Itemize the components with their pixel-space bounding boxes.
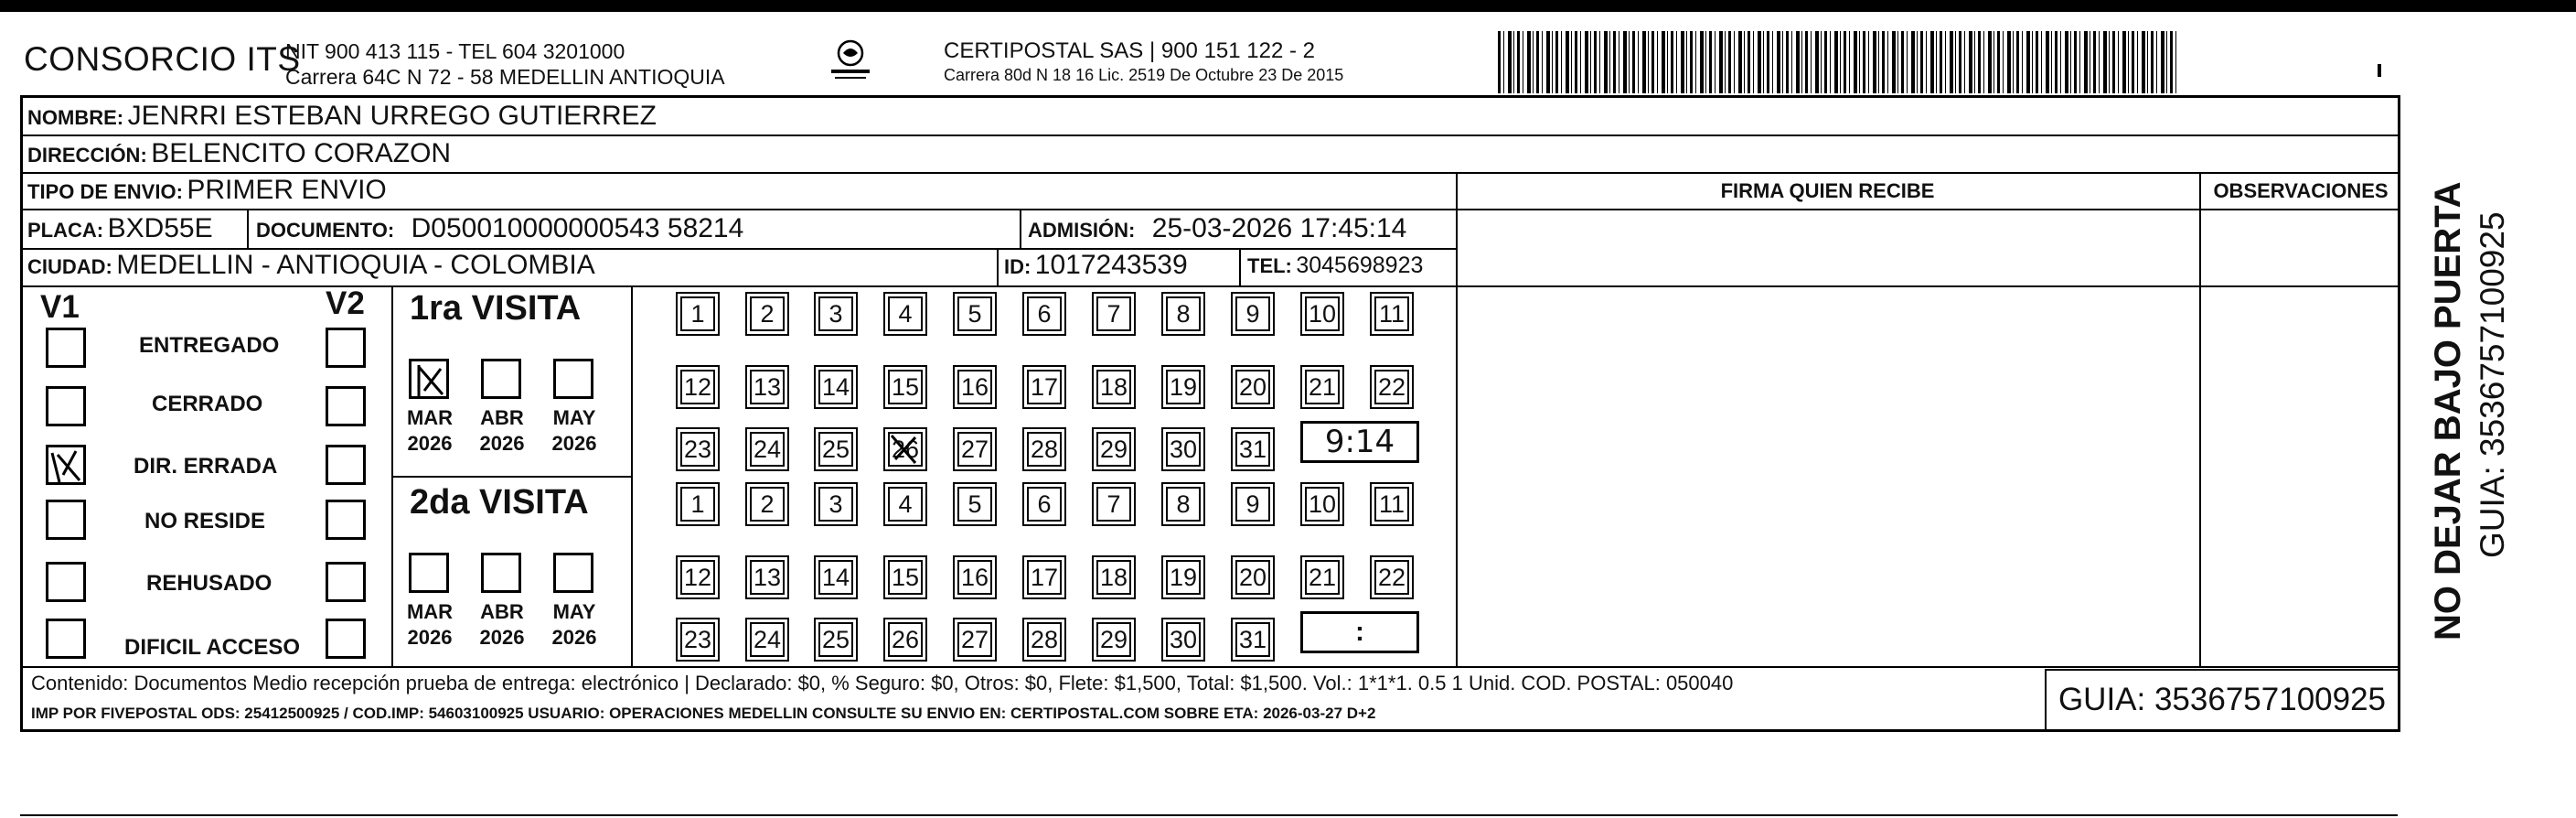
plate-row: PLACA: BXD55E <box>27 213 213 243</box>
visit2-day-9[interactable]: 9 <box>1235 487 1270 522</box>
visit2-month-label: ABR <box>480 600 524 623</box>
visit2-day-3[interactable]: 3 <box>818 487 853 522</box>
v2-checkbox-rehusado[interactable] <box>326 562 366 602</box>
visit2-day-16[interactable]: 16 <box>957 560 992 595</box>
status-label-dir-errada: DIR. ERRADA <box>134 454 278 479</box>
divider <box>1456 209 2400 210</box>
divider <box>997 248 999 285</box>
visit1-day-24[interactable]: 24 <box>750 432 785 467</box>
divider <box>20 666 2400 668</box>
visit2-month-abr[interactable] <box>481 553 521 593</box>
visit2-day-31[interactable]: 31 <box>1235 622 1270 657</box>
admission-row: ADMISIÓN: 25-03-2026 17:45:14 <box>1028 213 1407 243</box>
visit1-day-11[interactable]: 11 <box>1374 296 1409 331</box>
visit2-day-4[interactable]: 4 <box>888 487 923 522</box>
visit2-month-mar[interactable] <box>409 553 449 593</box>
visit1-month-may[interactable] <box>553 359 593 399</box>
visit1-day-15[interactable]: 15 <box>888 370 923 404</box>
divider <box>1239 248 1241 285</box>
status-label-entregado: ENTREGADO <box>139 333 280 358</box>
observations-column-header: OBSERVACIONES <box>2213 179 2389 202</box>
side-guia-number: GUIA: 3536757100925 <box>2474 211 2511 558</box>
v1-header: V1 <box>40 289 80 325</box>
v2-header: V2 <box>326 285 365 321</box>
mark <box>2378 64 2381 77</box>
visit1-year-label: 2026 <box>479 432 525 455</box>
visit2-day-10[interactable]: 10 <box>1305 487 1340 522</box>
visit2-day-22[interactable]: 22 <box>1374 560 1409 595</box>
visit1-day-19[interactable]: 19 <box>1166 370 1201 404</box>
divider <box>1456 172 1458 666</box>
visit1-day-7[interactable]: 7 <box>1096 296 1131 331</box>
visit1-time: 9:14 <box>1324 424 1395 460</box>
visit2-day-27[interactable]: 27 <box>957 622 992 657</box>
divider <box>391 476 631 478</box>
visit1-day-10[interactable]: 10 <box>1305 296 1340 331</box>
v1-checkbox-cerrado[interactable] <box>46 386 86 426</box>
carrier-info <box>944 38 1343 86</box>
visit2-day-12[interactable]: 12 <box>680 560 715 595</box>
recipient-tel: 3045698923 <box>1296 253 1424 278</box>
visit2-day-14[interactable]: 14 <box>818 560 853 595</box>
visit2-day-18[interactable]: 18 <box>1096 560 1131 595</box>
document-row: DOCUMENTO: D050010000000543 58214 <box>256 213 744 243</box>
no-dejar-notice: NO DEJAR BAJO PUERTA <box>2428 181 2468 640</box>
divider <box>20 172 2400 174</box>
visit2-day-20[interactable]: 20 <box>1235 560 1270 595</box>
v2-checkbox-dificil-acceso[interactable] <box>326 619 366 659</box>
visit1-day-18[interactable]: 18 <box>1096 370 1131 404</box>
visit2-day-24[interactable]: 24 <box>750 622 785 657</box>
visit1-title: 1ra VISITA <box>410 289 582 328</box>
visit1-day-31[interactable]: 31 <box>1235 432 1270 467</box>
company-info <box>285 38 725 90</box>
visit1-year-label: 2026 <box>551 432 597 455</box>
visit2-day-15[interactable]: 15 <box>888 560 923 595</box>
visit2-day-13[interactable]: 13 <box>750 560 785 595</box>
visit1-day-14[interactable]: 14 <box>818 370 853 404</box>
shipment-type: PRIMER ENVIO <box>187 175 387 205</box>
visit1-day-8[interactable]: 8 <box>1166 296 1201 331</box>
visit2-year-label: 2026 <box>479 626 525 649</box>
visit1-day-20[interactable]: 20 <box>1235 370 1270 404</box>
visit1-day-21[interactable]: 21 <box>1305 370 1340 404</box>
visit2-day-19[interactable]: 19 <box>1166 560 1201 595</box>
recipient-name: JENRRI ESTEBAN URREGO GUTIERREZ <box>127 101 657 131</box>
visit2-month-may[interactable] <box>553 553 593 593</box>
v2-checkbox-dir-errada[interactable] <box>326 445 366 485</box>
visit1-day-16[interactable]: 16 <box>957 370 992 404</box>
divider <box>2199 172 2201 666</box>
status-label-cerrado: CERRADO <box>152 392 263 416</box>
visit2-day-23[interactable]: 23 <box>680 622 715 657</box>
plate: BXD55E <box>107 213 213 243</box>
visit1-day-23[interactable]: 23 <box>680 432 715 467</box>
visit1-month-mar[interactable] <box>409 359 449 399</box>
visit1-day-17[interactable]: 17 <box>1027 370 1062 404</box>
guia-number: GUIA: 3536757100925 <box>2045 669 2400 732</box>
visit2-day-1[interactable]: 1 <box>680 487 715 522</box>
visit2-day-17[interactable]: 17 <box>1027 560 1062 595</box>
id-row: ID: 1017243539 <box>1004 250 1188 280</box>
company-name: CONSORCIO ITS <box>24 40 301 78</box>
visit2-day-28[interactable]: 28 <box>1027 622 1062 657</box>
divider <box>20 135 2400 136</box>
visit2-month-label: MAR <box>406 600 454 623</box>
visit2-time: : <box>1355 617 1364 647</box>
cut-line <box>20 814 2398 816</box>
v1-checkbox-no-reside[interactable] <box>46 500 86 540</box>
print-details: IMP POR FIVEPOSTAL ODS: 25412500925 / COD.IMP: 54603100925 USUARIO: OPERACIONES MEDELLIN CONSULTE SU ENVIO EN: CERTIPOSTAL.COM SOBRE ETA: 2026-03-27 D+2 <box>31 705 1376 722</box>
recipient-name-row: NOMBRE: JENRRI ESTEBAN URREGO GUTIERREZ <box>27 101 657 131</box>
visit1-day-28[interactable]: 28 <box>1027 432 1062 467</box>
divider <box>631 285 633 666</box>
visit1-month-label: ABR <box>480 406 524 429</box>
barcode <box>1498 31 2178 93</box>
visit2-day-21[interactable]: 21 <box>1305 560 1340 595</box>
visit2-day-25[interactable]: 25 <box>818 622 853 657</box>
visit1-day-13[interactable]: 13 <box>750 370 785 404</box>
recipient-address-row: DIRECCIÓN: BELENCITO CORAZON <box>27 138 452 168</box>
tel-row: TEL: 3045698923 <box>1247 253 1424 278</box>
signature-column-header: FIRMA QUIEN RECIBE <box>1720 179 1935 202</box>
visit1-month-label: MAY <box>552 406 596 429</box>
divider <box>247 209 249 248</box>
status-label-dificil-acceso: DIFICIL ACCESO <box>124 635 301 660</box>
document-number: D050010000000543 58214 <box>411 213 744 243</box>
top-border <box>0 0 2576 12</box>
carrier-line: CERTIPOSTAL SAS | 900 151 122 - 2 <box>944 38 1315 63</box>
visit2-year-label: 2026 <box>551 626 597 649</box>
visit1-day-30[interactable]: 30 <box>1166 432 1201 467</box>
visit2-year-label: 2026 <box>407 626 453 649</box>
handwritten-cross-icon <box>888 432 923 467</box>
v2-checkbox-no-reside[interactable] <box>326 500 366 540</box>
handwritten-check-icon <box>412 361 448 398</box>
visit1-month-abr[interactable] <box>481 359 521 399</box>
visit1-day-2[interactable]: 2 <box>750 296 785 331</box>
carrier-address: Carrera 80d N 18 16 Lic. 2519 De Octubre 23 De 2015 <box>944 66 1344 84</box>
shipment-details: Contenido: Documentos Medio recepción prueba de entrega: electrónico | Declarado: $0, % Seguro: $0, Otros: $0, Flete: $1,500, Total: $1,500. Vol.: 1*1*1. 0.5 1 Unid. COD. POSTAL: 050040 <box>31 672 1734 694</box>
visit1-day-22[interactable]: 22 <box>1374 370 1409 404</box>
visit2-day-6[interactable]: 6 <box>1027 487 1062 522</box>
v2-checkbox-entregado[interactable] <box>326 328 366 368</box>
visit1-day-1[interactable]: 1 <box>680 296 715 331</box>
visit1-month-label: MAR <box>406 406 454 429</box>
v1-checkbox-rehusado[interactable] <box>46 562 86 602</box>
divider <box>20 285 2400 287</box>
handwritten-check-icon <box>48 447 85 484</box>
visit1-day-4[interactable]: 4 <box>888 296 923 331</box>
visit2-day-29[interactable]: 29 <box>1096 622 1131 657</box>
visit2-time-field[interactable] <box>1300 611 1419 653</box>
recipient-id: 1017243539 <box>1034 250 1188 280</box>
visit2-day-7[interactable]: 7 <box>1096 487 1131 522</box>
recipient-address: BELENCITO CORAZON <box>151 138 452 168</box>
visit1-day-3[interactable]: 3 <box>818 296 853 331</box>
city-row: CIUDAD: MEDELLIN - ANTIOQUIA - COLOMBIA <box>27 250 595 280</box>
visit1-day-9[interactable]: 9 <box>1235 296 1270 331</box>
visit1-day-26[interactable]: 26 <box>888 432 923 467</box>
company-address: Carrera 64C N 72 - 58 MEDELLIN ANTIOQUIA <box>285 65 725 89</box>
shipment-type-row: TIPO DE ENVIO: PRIMER ENVIO <box>27 175 387 205</box>
visit2-day-26[interactable]: 26 <box>888 622 923 657</box>
visit2-title: 2da VISITA <box>410 483 589 522</box>
divider <box>1020 209 1021 248</box>
visit1-day-6[interactable]: 6 <box>1027 296 1062 331</box>
visit1-day-12[interactable]: 12 <box>680 370 715 404</box>
admission-date: 25-03-2026 17:45:14 <box>1151 213 1407 243</box>
city: MEDELLIN - ANTIOQUIA - COLOMBIA <box>116 250 595 280</box>
visit1-year-label: 2026 <box>407 432 453 455</box>
certipostal-seal-icon <box>826 37 875 82</box>
visit2-day-30[interactable]: 30 <box>1166 622 1201 657</box>
nit-line: NIT 900 413 115 - TEL 604 3201000 <box>285 39 625 63</box>
status-label-rehusado: REHUSADO <box>146 571 273 596</box>
v1-checkbox-dir-errada[interactable] <box>46 445 86 485</box>
visit1-day-25[interactable]: 25 <box>818 432 853 467</box>
visit1-day-29[interactable]: 29 <box>1096 432 1131 467</box>
visit1-time-field[interactable] <box>1300 421 1419 463</box>
visit1-day-27[interactable]: 27 <box>957 432 992 467</box>
visit2-day-11[interactable]: 11 <box>1374 487 1409 522</box>
visit2-day-5[interactable]: 5 <box>957 487 992 522</box>
status-label-no-reside: NO RESIDE <box>144 509 266 533</box>
v2-checkbox-cerrado[interactable] <box>326 386 366 426</box>
visit2-month-label: MAY <box>552 600 596 623</box>
visit2-day-2[interactable]: 2 <box>750 487 785 522</box>
v1-checkbox-dificil-acceso[interactable] <box>46 619 86 659</box>
v1-checkbox-entregado[interactable] <box>46 328 86 368</box>
visit2-day-8[interactable]: 8 <box>1166 487 1201 522</box>
visit1-day-5[interactable]: 5 <box>957 296 992 331</box>
